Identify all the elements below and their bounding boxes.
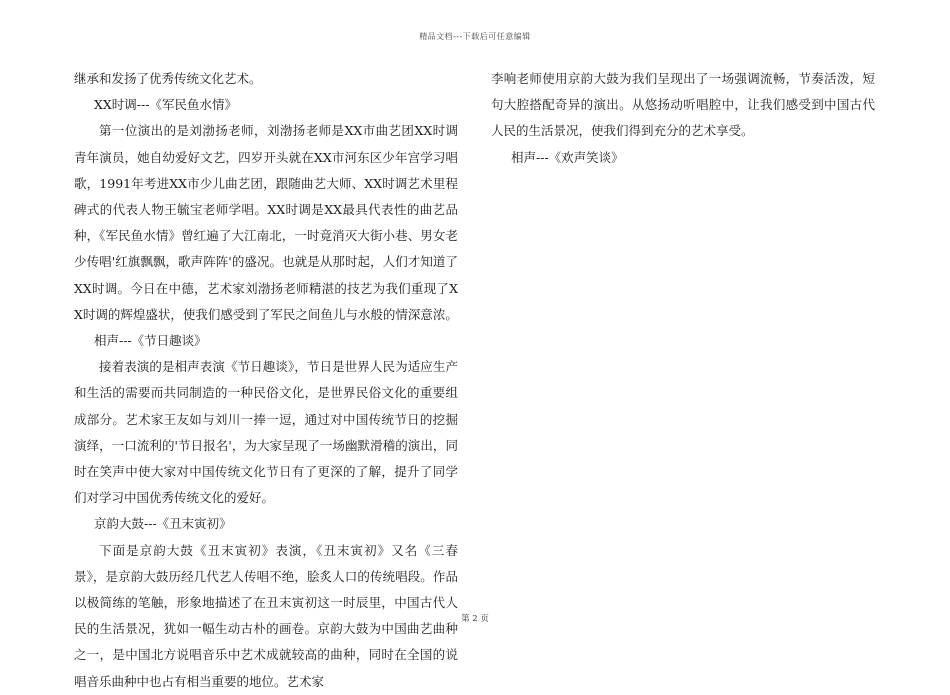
paragraph-continuation: 李响老师使用京韵大鼓为我们呈现出了一场强调流畅，节奏活泼，短句大腔搭配奇异的演出。从悠扬动听唱腔中，让我们感受到中国古代人民的生活景况，使我们得到充分的艺术享受。	[491, 71, 875, 139]
page-number: 第 2 页	[461, 614, 489, 624]
right-column	[491, 66, 875, 171]
paragraph-jingyun-dagu: 下面是京韵大鼓《丑末寅初》表演，《丑末寅初》又名《三春景》，是京韵大鼓历经几代艺人传唱不绝，脍炙人口的传统唱段。作品以极简练的笔触，形象地描述了在丑末寅初这一时辰里，中国古代人民的生活景况，犹如一幅生动古朴的画卷。京韵大鼓为中国曲艺曲种之一，是中国北方说唱音乐中艺术成就较高的曲种，同时在全国的说唱音乐曲种中也占有相当重要的地位。艺术家	[74, 542, 458, 689]
paragraph-continuation: 继承和发扬了优秀传统文化艺术。	[74, 71, 262, 86]
paragraph-xx-shidiao: 第一位演出的是刘渤扬老师，刘渤扬老师是XX市曲艺团XX时调青年演员，她自幼爱好文艺，四岁开头就在XX市河东区少年宫学习唱歌，1991年考进XX市少儿曲艺团，跟随曲艺大师、XX时调艺术里程碑式的代表人物王毓宝老师学唱。XX时调是XX最具代表性的曲艺品种，《军民鱼水情》曾红遍了大江南北，一时竟消灭大街小巷、男女老少传唱'红旗飘飘，歌声阵阵'的盛况。也就是从那时起，人们才知道了XX时调。今日在中德，艺术家刘渤扬老师精湛的技艺为我们重现了XX时调的辉煌盛状，使我们感受到了军民之间鱼儿与水般的情深意浓。	[74, 123, 458, 322]
section-heading-jingyun-dagu: 京韵大鼓---《丑末寅初》	[94, 516, 232, 532]
section-heading-xx-shidiao: XX时调---《军民鱼水情》	[94, 97, 237, 113]
section-heading-xiangsheng-huansheng: 相声---《欢声笑谈》	[511, 149, 624, 165]
section-heading-xiangsheng-jieri: 相声---《节日趣谈》	[94, 333, 207, 349]
left-column	[74, 66, 458, 695]
paragraph-xiangsheng-jieri: 接着表演的是相声表演《节日趣谈》，节日是世界人民为适应生产和生活的需要而共同制造的一种民俗文化，是世界民俗文化的重要组成部分。艺术家王友如与刘川一捧一逗，通过对中国传统节日的挖掘演绎，一口流利的'节日报名'，为大家呈现了一场幽默滑稽的演出，同时在笑声中使大家对中国传统文化节日有了更深的了解，提升了同学们对学习中国优秀传统文化的爱好。	[74, 359, 458, 506]
page-header: 精品文档---下载后可任意编辑	[419, 32, 531, 41]
